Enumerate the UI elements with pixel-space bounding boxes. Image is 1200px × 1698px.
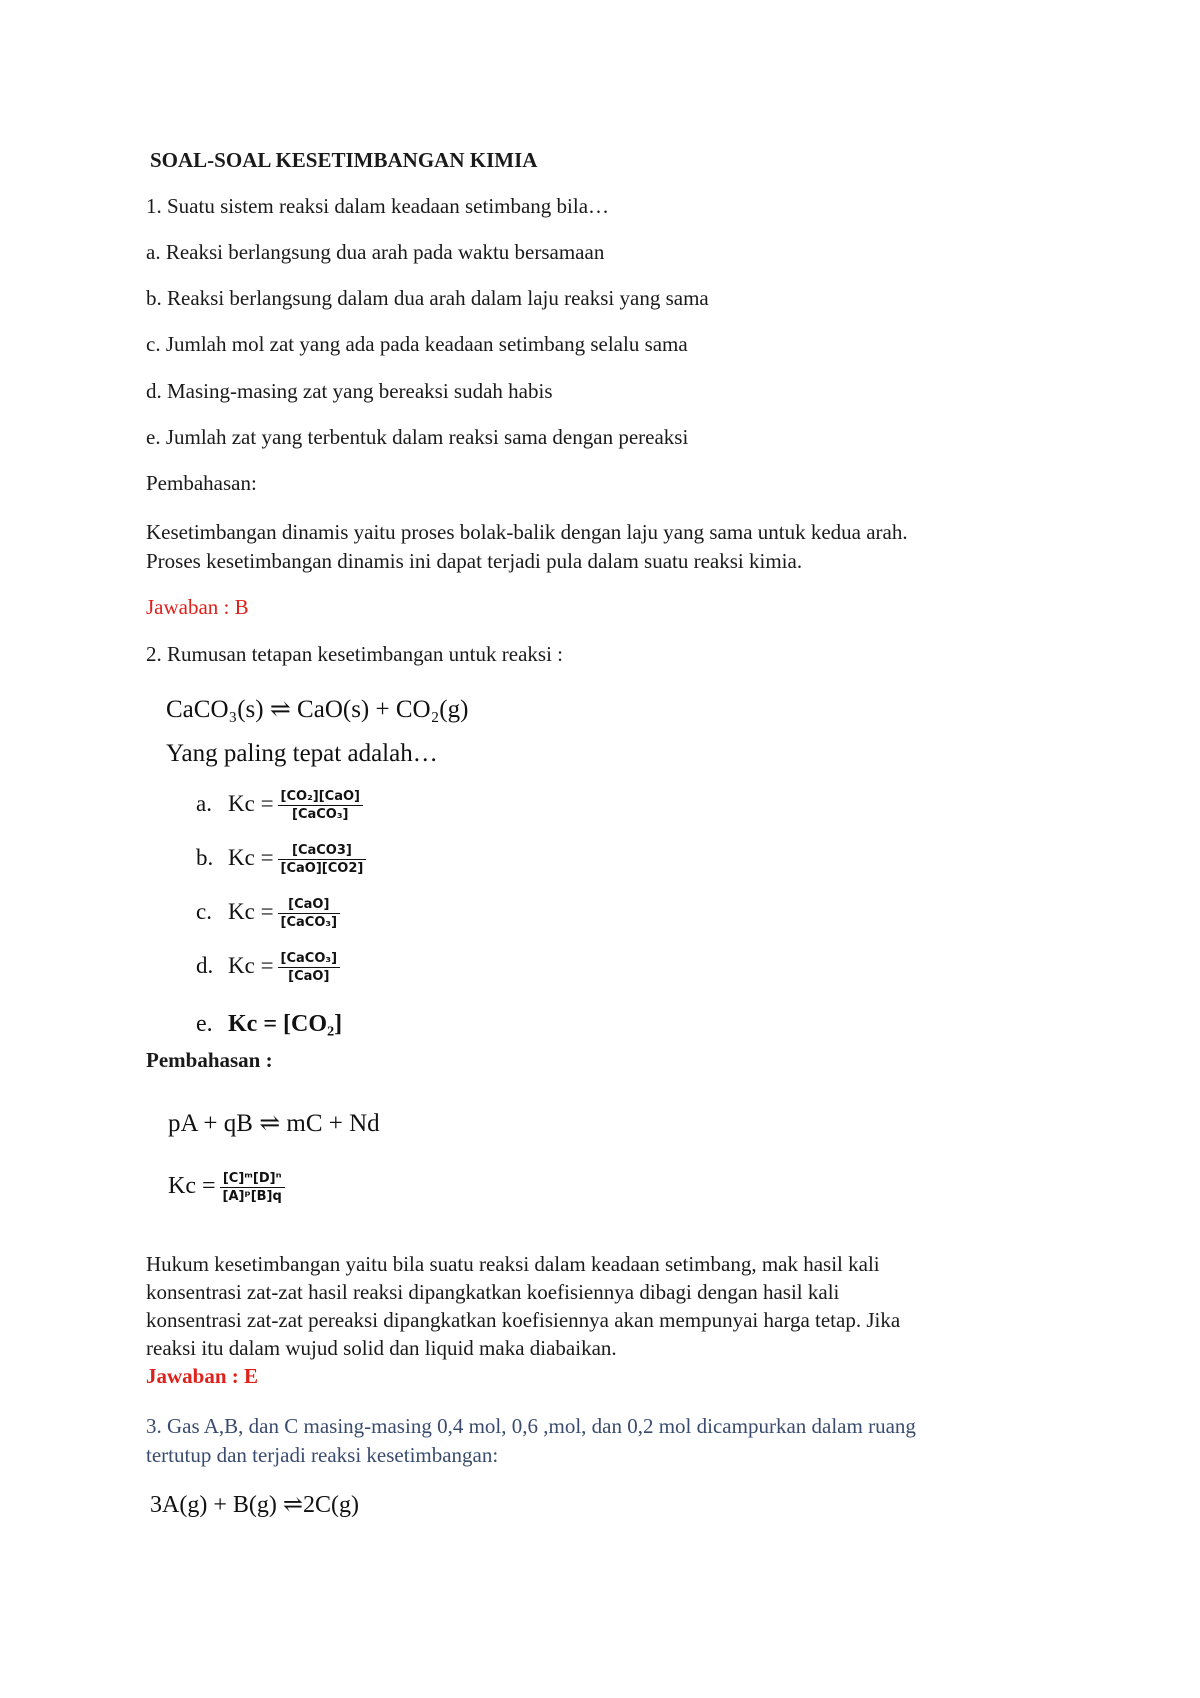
kc-prefix: Kc =	[228, 898, 274, 924]
fraction-denominator: [CaCO₃]	[292, 807, 349, 822]
page-title: SOAL-SOAL KESETIMBANGAN KIMIA	[150, 148, 538, 172]
q3-reaction: 3A(g) + B(g) ⇌2C(g)	[150, 1492, 359, 1518]
q1-option-c: c. Jumlah mol zat yang ada pada keadaan setimbang selalu sama	[146, 332, 688, 356]
option-label: e.	[196, 1011, 213, 1037]
q2-option-d	[196, 950, 340, 985]
q2-general-kc	[168, 1170, 285, 1205]
option-e-text: Kc = [CO₂]	[228, 1011, 343, 1037]
q2-discussion-line-3: konsentrasi zat-zat pereaksi dipangkatkan koefisiennya akan mempunyai harga tetap. Jika	[146, 1308, 901, 1332]
q1-option-e: e. Jumlah zat yang terbentuk dalam reaksi sama dengan pereaksi	[146, 425, 689, 449]
q2-answer: Jawaban : E	[146, 1364, 259, 1388]
q2-reaction: CaCO₃(s) ⇌ CaO(s) + CO₂(g)	[166, 696, 469, 723]
fraction-denominator: [CaCO₃]	[280, 915, 338, 930]
kc-prefix: Kc =	[228, 844, 274, 870]
kc-fraction	[278, 896, 340, 931]
kc-prefix: Kc =	[228, 952, 274, 978]
q3-question-line-2: tertutup dan terjadi reaksi kesetimbangan:	[146, 1443, 499, 1467]
fraction-numerator: [CaCO3]	[278, 842, 367, 860]
option-label: b.	[196, 844, 214, 870]
q2-discussion-line-2: konsentrasi zat-zat hasil reaksi dipangkatkan koefisiennya dibagi dengan hasil kali	[146, 1280, 840, 1304]
option-label: c.	[196, 898, 212, 924]
q2-question: 2. Rumusan tetapan kesetimbangan untuk reaksi :	[146, 642, 563, 666]
fraction-numerator: [CaCO₃]	[278, 950, 340, 968]
fraction-denominator: [A]ᵖ[B]q	[222, 1189, 282, 1204]
fraction-numerator: [C]ᵐ[D]ⁿ	[220, 1170, 285, 1188]
kc-fraction	[220, 1170, 285, 1205]
option-label: a.	[196, 790, 212, 816]
q2-option-e	[196, 1011, 342, 1038]
option-label: d.	[196, 952, 214, 978]
q2-discussion-label: Pembahasan :	[146, 1048, 273, 1072]
fraction-numerator: [CO₂][CaO]	[278, 788, 363, 806]
q2-option-c	[196, 896, 340, 931]
q2-discussion-line-4: reaksi itu dalam wujud solid dan liquid maka diabaikan.	[146, 1336, 617, 1360]
q2-option-b	[196, 842, 366, 877]
q2-option-a	[196, 788, 363, 823]
q1-discussion-line-2: Proses kesetimbangan dinamis ini dapat terjadi pula dalam suatu reaksi kimia.	[146, 549, 803, 573]
q1-answer: Jawaban : B	[146, 595, 249, 619]
kc-prefix: Kc =	[228, 790, 274, 816]
q1-discussion-label: Pembahasan:	[146, 471, 257, 495]
q1-option-b: b. Reaksi berlangsung dalam dua arah dalam laju reaksi yang sama	[146, 286, 709, 310]
q3-question-line-1: 3. Gas A,B, dan C masing-masing 0,4 mol, 0,6 ,mol, dan 0,2 mol dicampurkan dalam ruang	[146, 1414, 916, 1438]
fraction-denominator: [CaO][CO2]	[280, 861, 364, 876]
q1-question: 1. Suatu sistem reaksi dalam keadaan setimbang bila…	[146, 194, 610, 218]
kc-fraction	[278, 950, 340, 985]
fraction-numerator: [CaO]	[278, 896, 340, 914]
q1-option-d: d. Masing-masing zat yang bereaksi sudah habis	[146, 379, 553, 403]
q2-discussion-line-1: Hukum kesetimbangan yaitu bila suatu reaksi dalam keadaan setimbang, mak hasil kali	[146, 1252, 880, 1276]
q1-option-a: a. Reaksi berlangsung dua arah pada waktu bersamaan	[146, 240, 605, 264]
kc-prefix: Kc =	[168, 1173, 216, 1200]
q2-prompt: Yang paling tepat adalah…	[166, 740, 438, 767]
q2-general-reaction: pA + qB ⇌ mC + Nd	[168, 1110, 380, 1137]
kc-fraction	[278, 788, 363, 823]
q1-discussion-line-1: Kesetimbangan dinamis yaitu proses bolak-balik dengan laju yang sama untuk kedua arah.	[146, 520, 908, 544]
fraction-denominator: [CaO]	[288, 969, 330, 984]
kc-fraction	[278, 842, 367, 877]
